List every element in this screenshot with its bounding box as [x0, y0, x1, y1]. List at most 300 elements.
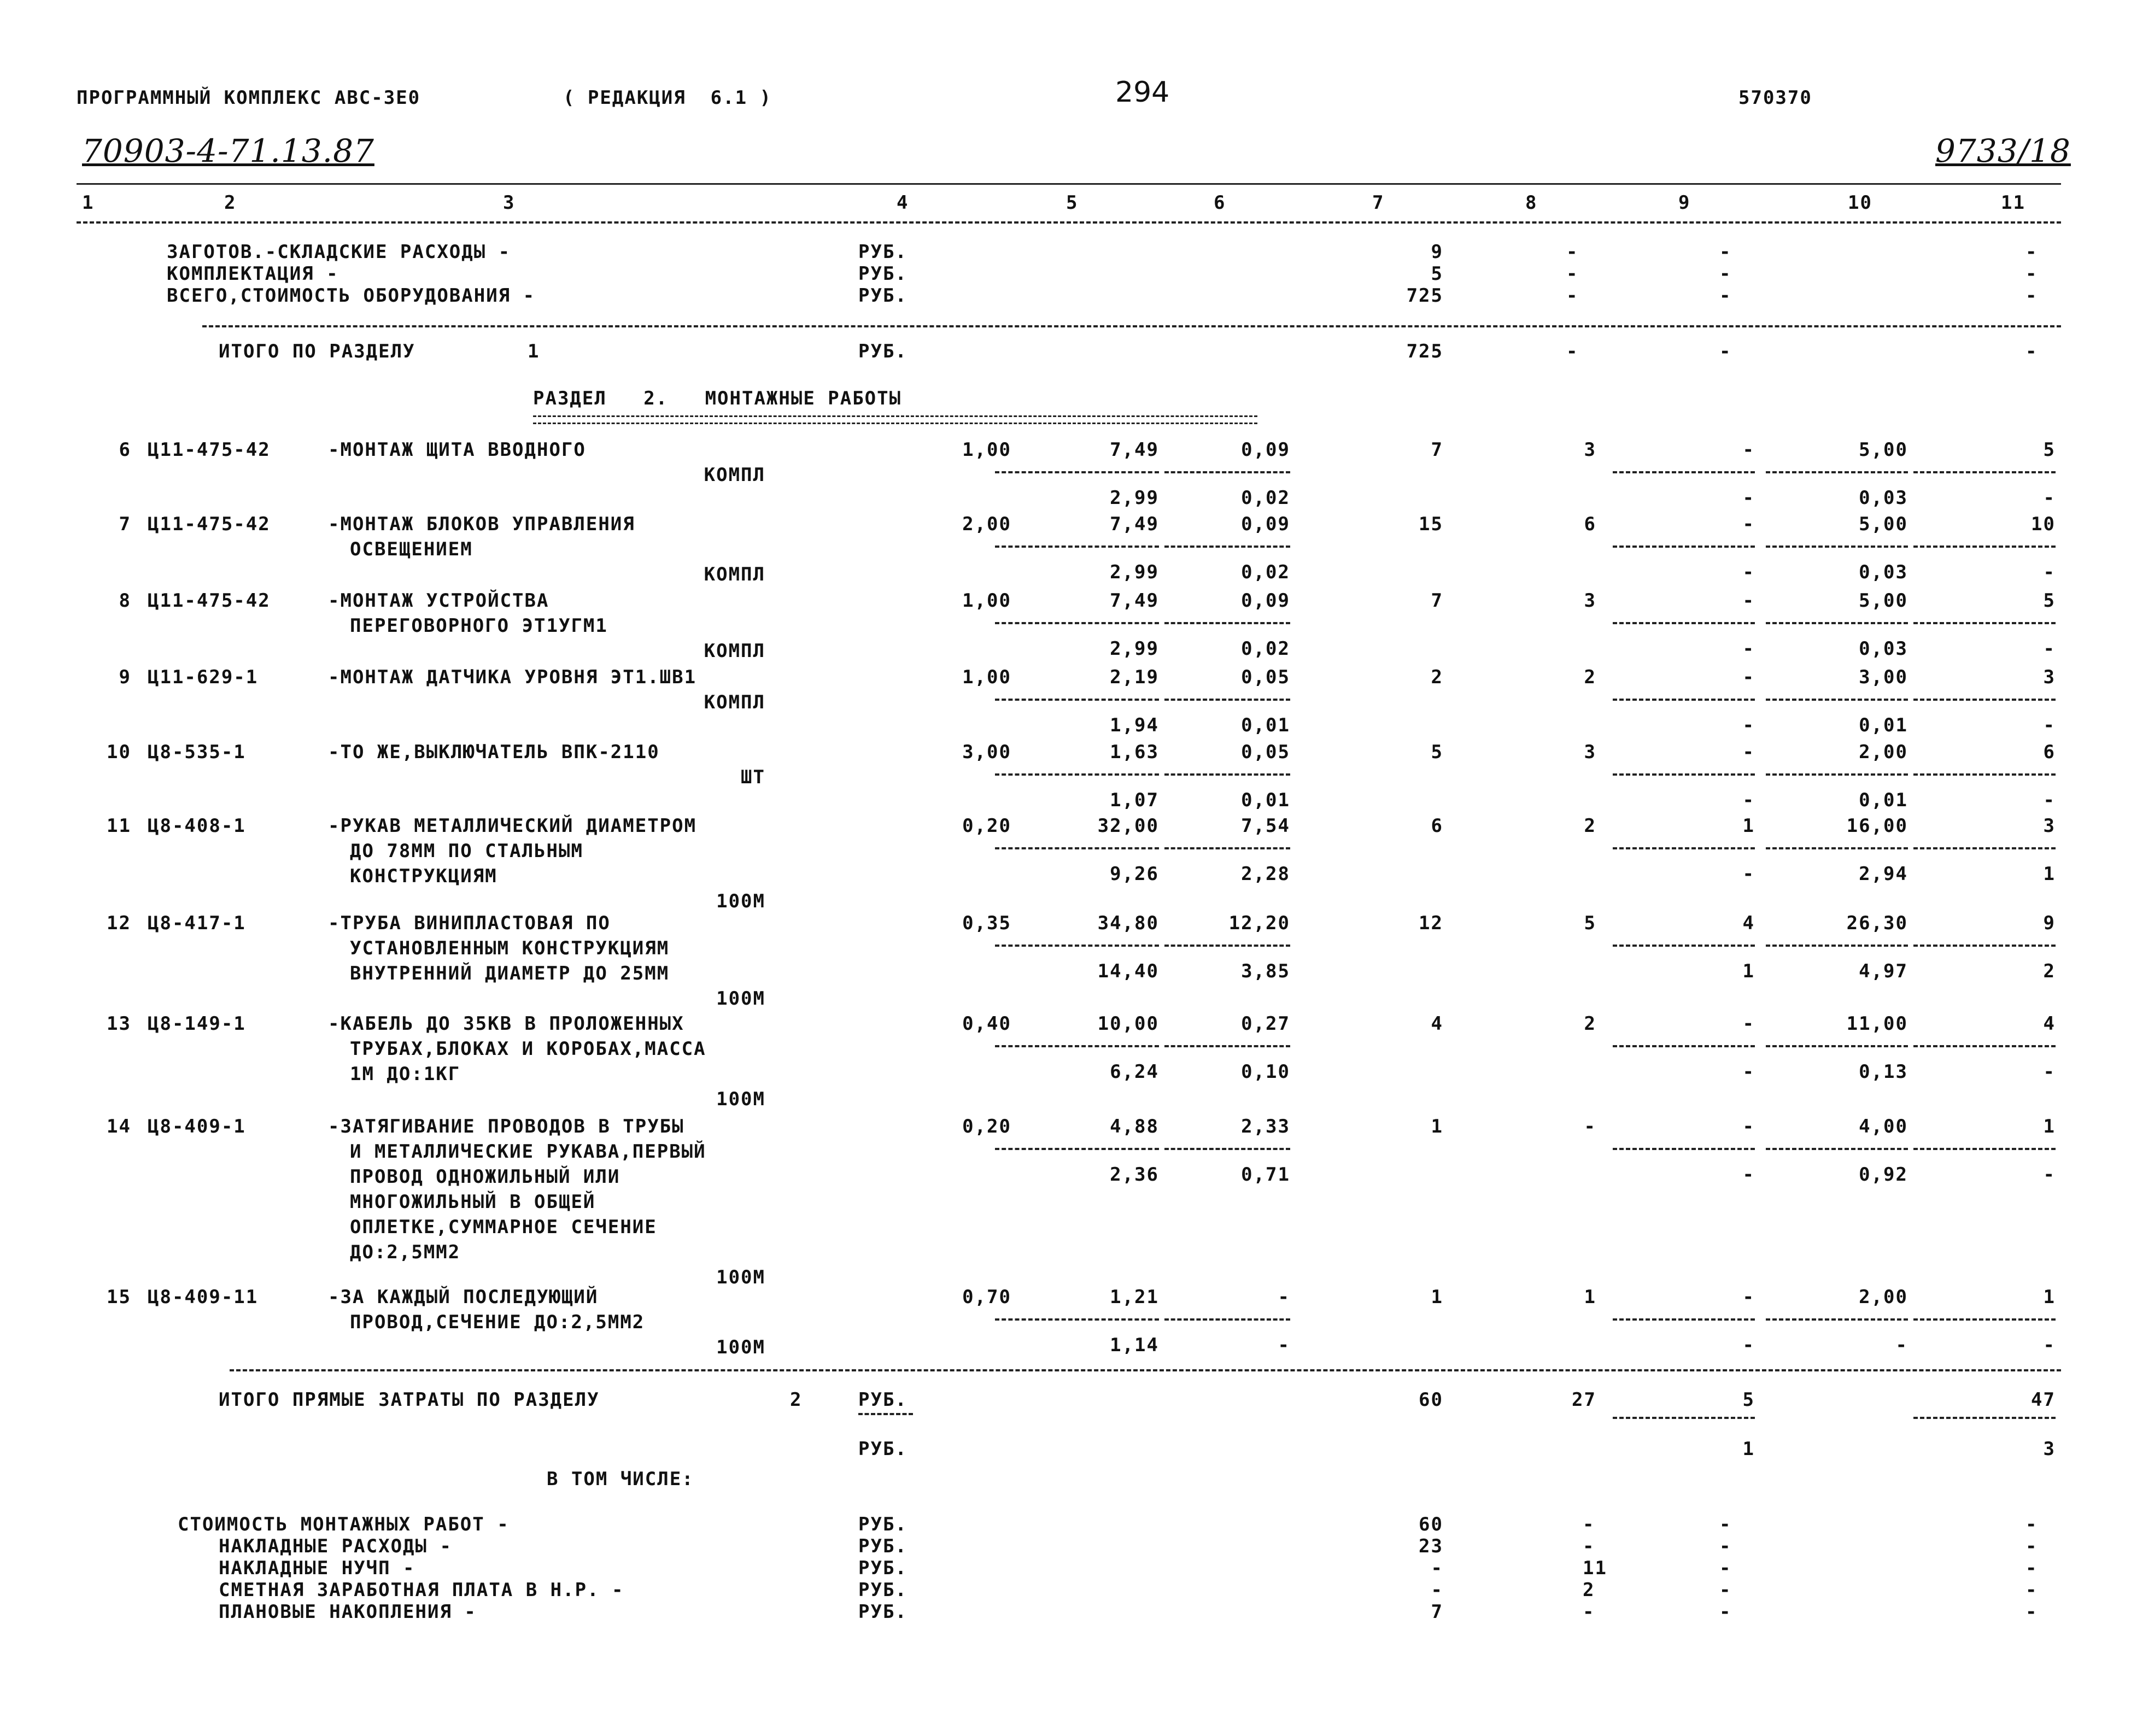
item-quantity: 0,40 [962, 1013, 1011, 1035]
sub-rule [1766, 945, 1908, 947]
sub-rule [1613, 1045, 1755, 1047]
col11-sub-value: 2 [2043, 960, 2056, 982]
col6-value: 7,54 [1241, 815, 1290, 837]
col10-sub-value: 0,01 [1859, 789, 1908, 811]
col5-sub-value: 6,24 [1110, 1061, 1159, 1083]
item-code: Ц8-409-1 [148, 1116, 246, 1137]
item-description: -РУКАВ МЕТАЛЛИЧЕСКИЙ ДИАМЕТРОМ [328, 815, 697, 837]
col11-value: - [2025, 341, 2038, 362]
item-description: -ЗАТЯГИВАНИЕ ПРОВОДОВ В ТРУБЫ [328, 1116, 684, 1137]
sub-rule [1913, 945, 2056, 947]
item-unit: 100М [716, 1266, 765, 1288]
col6-value: 0,09 [1241, 513, 1290, 535]
col6-sub-value: 0,02 [1241, 638, 1290, 660]
col9-value: - [1742, 1286, 1755, 1308]
document-code: 570370 [1738, 87, 1812, 109]
sub-rule [1766, 847, 1908, 849]
col8-value: 11 [1583, 1557, 1607, 1579]
col11-sub-value: 3 [2043, 1438, 2056, 1460]
col10-value: 4,00 [1859, 1116, 1908, 1137]
col6-sub-value: 0,71 [1241, 1164, 1290, 1186]
sub-rule [1164, 1045, 1290, 1047]
column-number-10: 10 [1848, 192, 1872, 214]
sub-rule [1613, 546, 1755, 548]
col5-value: 10,00 [1097, 1013, 1159, 1035]
col7-value: 725 [1406, 285, 1443, 307]
sub-rule [1613, 471, 1755, 473]
sub-rule [1913, 546, 2056, 548]
sub-rule [1613, 1148, 1755, 1150]
item-description: -МОНТАЖ УСТРОЙСТВА [328, 590, 549, 612]
sub-rule [1766, 699, 1908, 701]
col10-sub-value: 0,92 [1859, 1164, 1908, 1186]
subtotal-rule [202, 325, 2061, 327]
col6-value: 0,27 [1241, 1013, 1290, 1035]
col6-sub-value: 3,85 [1241, 960, 1290, 982]
sub-rule [995, 1045, 1159, 1047]
col10-sub-value: 4,97 [1859, 960, 1908, 982]
summary-row-name: ПЛАНОВЫЕ НАКОПЛЕНИЯ - [219, 1601, 477, 1623]
sub-rule [1913, 773, 2056, 776]
col10-sub-value: - [1895, 1334, 1908, 1356]
sub-rule [1164, 699, 1290, 701]
edition-label: ( РЕДАКЦИЯ 6.1 ) [563, 87, 772, 109]
item-number: 7 [119, 513, 131, 535]
total-rule [230, 1369, 2061, 1371]
col11-value: 10 [2031, 513, 2056, 535]
col11-value: 4 [2043, 1013, 2056, 1035]
col9-sub-value: - [1742, 561, 1755, 583]
col7-value: 12 [1419, 912, 1443, 934]
col11-value: - [2025, 285, 2038, 307]
column-number-8: 8 [1525, 192, 1538, 214]
col10-value: 5,00 [1859, 439, 1908, 461]
col9-sub-value: - [1742, 789, 1755, 811]
item-code: Ц8-408-1 [148, 815, 246, 837]
col7-value: 7 [1431, 439, 1443, 461]
item-description: ДО:2,5ММ2 [350, 1241, 461, 1263]
col9-sub-value: - [1742, 1061, 1755, 1083]
column-number-5: 5 [1066, 192, 1079, 214]
col11-value: 1 [2043, 1116, 2056, 1137]
col6-value: 12,20 [1228, 912, 1290, 934]
col9-value: - [1742, 439, 1755, 461]
sub-rule [1766, 622, 1908, 624]
col9-value: - [1719, 341, 1732, 362]
col8-value: - [1584, 1116, 1596, 1137]
sub-rule [1164, 546, 1290, 548]
item-number: 10 [107, 741, 131, 763]
item-number: 15 [107, 1286, 131, 1308]
unit-label: РУБ. [858, 241, 908, 263]
col11-value: - [2025, 1535, 2038, 1557]
col9-value: - [1719, 1601, 1732, 1623]
col9-sub-value: - [1742, 638, 1755, 660]
col8-value: 3 [1584, 439, 1596, 461]
sub-rule [1613, 1318, 1755, 1321]
sub-rule [995, 546, 1159, 548]
col7-value: 60 [1419, 1389, 1443, 1411]
sub-rule [1913, 1417, 2056, 1419]
col5-sub-value: 1,14 [1110, 1334, 1159, 1356]
column-number-6: 6 [1214, 192, 1226, 214]
item-quantity: 0,20 [962, 815, 1011, 837]
col8-value: 2 [1584, 815, 1596, 837]
item-unit: 100М [716, 988, 765, 1010]
col7-value: 7 [1431, 1601, 1443, 1623]
col5-value: 7,49 [1110, 513, 1159, 535]
column-number-rule [77, 221, 2061, 224]
item-description: ВНУТРЕННИЙ ДИАМЕТР ДО 25ММ [350, 963, 670, 984]
unit-rule [858, 1413, 913, 1415]
col10-value: 11,00 [1846, 1013, 1908, 1035]
handwritten-sheet-number: 9733/18 [1935, 132, 2071, 169]
item-description: ПРОВОД ОДНОЖИЛЬНЫЙ ИЛИ [350, 1166, 620, 1188]
item-description: И МЕТАЛЛИЧЕСКИЕ РУКАВА,ПЕРВЫЙ [350, 1141, 706, 1163]
col6-value: 0,09 [1241, 590, 1290, 612]
section-title-underline [533, 415, 1257, 424]
unit-label: РУБ. [858, 1579, 908, 1601]
col8-value: - [1583, 1601, 1595, 1623]
col9-value: - [1719, 263, 1732, 285]
sub-rule [1766, 546, 1908, 548]
col7-value: 2 [1431, 666, 1443, 688]
section2-total-label: ИТОГО ПРЯМЫЕ ЗАТРАТЫ ПО РАЗДЕЛУ [219, 1389, 600, 1411]
col11-value: 9 [2043, 912, 2056, 934]
col8-value: 3 [1584, 590, 1596, 612]
item-number: 13 [107, 1013, 131, 1035]
sub-rule [1164, 945, 1290, 947]
header-rule [77, 183, 2061, 185]
col5-value: 7,49 [1110, 590, 1159, 612]
item-quantity: 1,00 [962, 666, 1011, 688]
sub-rule [1913, 847, 2056, 849]
col5-value: 7,49 [1110, 439, 1159, 461]
column-number-4: 4 [897, 192, 909, 214]
col9-sub-value: - [1742, 1334, 1755, 1356]
col7-value: 6 [1431, 815, 1443, 837]
section1-number: 1 [528, 341, 540, 362]
column-number-9: 9 [1678, 192, 1691, 214]
summary-row-name: НАКЛАДНЫЕ РАСХОДЫ - [219, 1535, 452, 1557]
including-label: В ТОМ ЧИСЛЕ: [547, 1468, 694, 1490]
col6-value: 0,05 [1241, 666, 1290, 688]
col6-value: 0,05 [1241, 741, 1290, 763]
program-title: ПРОГРАММНЫЙ КОМПЛЕКС АВС-ЗЕ0 [77, 87, 421, 109]
sub-rule [995, 945, 1159, 947]
col9-value: - [1719, 241, 1732, 263]
col11-value: 5 [2043, 590, 2056, 612]
col5-sub-value: 1,94 [1110, 714, 1159, 736]
item-description: 1М ДО:1КГ [350, 1063, 461, 1085]
col9-sub-value: - [1742, 714, 1755, 736]
sub-rule [995, 1148, 1159, 1150]
item-description: -ЗА КАЖДЫЙ ПОСЛЕДУЮЩИЙ [328, 1286, 599, 1308]
unit-label: РУБ. [858, 1389, 908, 1411]
col5-sub-value: 2,99 [1110, 487, 1159, 509]
sub-rule [1766, 1318, 1908, 1321]
col7-value: 23 [1419, 1535, 1443, 1557]
item-unit: 100М [716, 1336, 765, 1358]
section-2-title: РАЗДЕЛ 2. МОНТАЖНЫЕ РАБОТЫ [533, 388, 902, 409]
col10-sub-value: 2,94 [1859, 863, 1908, 885]
page-number: 294 [1115, 76, 1170, 109]
col10-sub-value: 0,03 [1859, 561, 1908, 583]
col10-sub-value: 0,03 [1859, 487, 1908, 509]
item-code: Ц8-417-1 [148, 912, 246, 934]
col9-value: - [1742, 741, 1755, 763]
col11-value: - [2025, 263, 2038, 285]
col8-value: - [1566, 263, 1579, 285]
item-code: Ц8-409-11 [148, 1286, 259, 1308]
sub-rule [1613, 699, 1755, 701]
col6-sub-value: 2,28 [1241, 863, 1290, 885]
col7-value: 1 [1431, 1116, 1443, 1137]
item-unit: КОМПЛ [704, 464, 765, 486]
sub-rule [995, 471, 1159, 473]
item-number: 11 [107, 815, 131, 837]
item-code: Ц11-475-42 [148, 590, 271, 612]
sub-rule [1164, 847, 1290, 849]
item-unit: 100М [716, 1088, 765, 1110]
col10-value: 3,00 [1859, 666, 1908, 688]
col9-value: - [1742, 1116, 1755, 1137]
col8-value: 5 [1584, 912, 1596, 934]
col5-sub-value: 2,99 [1110, 638, 1159, 660]
sub-rule [1913, 622, 2056, 624]
col11-value: - [2025, 1601, 2038, 1623]
unit-label: РУБ. [858, 1601, 908, 1623]
sub-rule [1766, 1148, 1908, 1150]
col9-value: - [1719, 1514, 1732, 1535]
item-description: ДО 78ММ ПО СТАЛЬНЫМ [350, 840, 583, 862]
summary-row-name: СМЕТНАЯ ЗАРАБОТНАЯ ПЛАТА В Н.Р. - [219, 1579, 624, 1601]
item-description: КОНСТРУКЦИЯМ [350, 865, 497, 887]
item-code: Ц11-475-42 [148, 439, 271, 461]
col11-sub-value: - [2043, 1061, 2056, 1083]
col8-value: 1 [1584, 1286, 1596, 1308]
col6-sub-value: 0,01 [1241, 714, 1290, 736]
col8-value: - [1566, 285, 1579, 307]
item-description: -МОНТАЖ ДАТЧИКА УРОВНЯ ЭТ1.ШВ1 [328, 666, 697, 688]
col8-value: 3 [1584, 741, 1596, 763]
col11-value: 3 [2043, 815, 2056, 837]
sub-rule [1766, 471, 1908, 473]
col11-value: - [2025, 1514, 2038, 1535]
col9-sub-value: 1 [1742, 960, 1755, 982]
sub-rule [1913, 699, 2056, 701]
col5-sub-value: 9,26 [1110, 863, 1159, 885]
col7-value: 60 [1419, 1514, 1443, 1535]
col8-value: 6 [1584, 513, 1596, 535]
unit-label: РУБ. [858, 1535, 908, 1557]
col7-value: 4 [1431, 1013, 1443, 1035]
item-description: ПЕРЕГОВОРНОГО ЭТ1УГМ1 [350, 615, 608, 637]
sub-rule [1613, 622, 1755, 624]
item-description: -ТО ЖЕ,ВЫКЛЮЧАТЕЛЬ ВПК-2110 [328, 741, 660, 763]
col9-value: - [1742, 590, 1755, 612]
sub-rule [1913, 1148, 2056, 1150]
item-description: -ТРУБА ВИНИПЛАСТОВАЯ ПО [328, 912, 611, 934]
col11-value: 47 [2031, 1389, 2056, 1411]
col11-sub-value: - [2043, 1334, 2056, 1356]
sub-rule [995, 622, 1159, 624]
col6-sub-value: - [1278, 1334, 1290, 1356]
unit-label: РУБ. [858, 285, 908, 307]
col11-value: - [2025, 241, 2038, 263]
sub-rule [1164, 773, 1290, 776]
col8-value: - [1583, 1514, 1595, 1535]
summary-row-name: НАКЛАДНЫЕ НУЧП - [219, 1557, 415, 1579]
col9-value: 1 [1742, 815, 1755, 837]
handwritten-doc-number: 70903-4-71.13.87 [82, 132, 374, 169]
col11-sub-value: - [2043, 1164, 2056, 1186]
item-number: 6 [119, 439, 131, 461]
column-number-7: 7 [1372, 192, 1385, 214]
col9-sub-value: - [1742, 1164, 1755, 1186]
item-number: 8 [119, 590, 131, 612]
item-description: -КАБЕЛЬ ДО 35КВ В ПРОЛОЖЕННЫХ [328, 1013, 684, 1035]
col7-value: 7 [1431, 590, 1443, 612]
col11-sub-value: 1 [2043, 863, 2056, 885]
col11-value: - [2025, 1579, 2038, 1601]
col7-value: 9 [1431, 241, 1443, 263]
item-description: ОСВЕЩЕНИЕМ [350, 538, 473, 560]
col9-value: - [1719, 1535, 1732, 1557]
col6-sub-value: 0,02 [1241, 487, 1290, 509]
col11-value: 5 [2043, 439, 2056, 461]
item-quantity: 0,20 [962, 1116, 1011, 1137]
col10-value: 16,00 [1846, 815, 1908, 837]
sub-rule [1164, 1318, 1290, 1321]
equipment-row-name: КОМПЛЕКТАЦИЯ - [167, 263, 339, 285]
col5-value: 1,63 [1110, 741, 1159, 763]
col9-value: - [1719, 1579, 1732, 1601]
column-number-11: 11 [2001, 192, 2025, 214]
item-quantity: 0,35 [962, 912, 1011, 934]
col10-value: 5,00 [1859, 513, 1908, 535]
item-quantity: 1,00 [962, 439, 1011, 461]
item-number: 12 [107, 912, 131, 934]
sub-rule [1164, 471, 1290, 473]
col11-sub-value: - [2043, 789, 2056, 811]
item-quantity: 2,00 [962, 513, 1011, 535]
unit-label: РУБ. [858, 341, 908, 362]
sub-rule [1913, 471, 2056, 473]
unit-label: РУБ. [858, 263, 908, 285]
item-code: Ц8-535-1 [148, 741, 246, 763]
item-description: ТРУБАХ,БЛОКАХ И КОРОБАХ,МАССА [350, 1038, 706, 1060]
item-unit: КОМПЛ [704, 640, 765, 662]
unit-label: РУБ. [858, 1514, 908, 1535]
item-unit: КОМПЛ [704, 691, 765, 713]
col9-value: - [1719, 285, 1732, 307]
item-number: 9 [119, 666, 131, 688]
col7-value: 1 [1431, 1286, 1443, 1308]
col8-value: 2 [1584, 666, 1596, 688]
item-description: -МОНТАЖ ЩИТА ВВОДНОГО [328, 439, 586, 461]
item-number: 14 [107, 1116, 131, 1137]
col7-value: 5 [1431, 741, 1443, 763]
col10-sub-value: 0,13 [1859, 1061, 1908, 1083]
col5-sub-value: 1,07 [1110, 789, 1159, 811]
item-quantity: 3,00 [962, 741, 1011, 763]
col6-sub-value: 0,01 [1241, 789, 1290, 811]
col10-sub-value: 0,03 [1859, 638, 1908, 660]
sub-rule [995, 699, 1159, 701]
col5-sub-value: 14,40 [1097, 960, 1159, 982]
sub-rule [1613, 847, 1755, 849]
col9-sub-value: - [1742, 863, 1755, 885]
sub-rule [995, 773, 1159, 776]
col9-value: - [1742, 1013, 1755, 1035]
col9-sub-value: - [1742, 487, 1755, 509]
summary-row-name: СТОИМОСТЬ МОНТАЖНЫХ РАБОТ - [178, 1514, 510, 1535]
col5-value: 34,80 [1097, 912, 1159, 934]
col11-value: - [2025, 1557, 2038, 1579]
sub-rule [995, 847, 1159, 849]
sub-rule [1766, 1045, 1908, 1047]
item-code: Ц8-149-1 [148, 1013, 246, 1035]
column-number-1: 1 [82, 192, 95, 214]
col7-value: - [1431, 1557, 1443, 1579]
unit-label: РУБ. [858, 1557, 908, 1579]
section1-total-label: ИТОГО ПО РАЗДЕЛУ [219, 341, 415, 362]
col5-sub-value: 2,99 [1110, 561, 1159, 583]
col5-value: 1,21 [1110, 1286, 1159, 1308]
col7-value: 15 [1419, 513, 1443, 535]
col9-value: 4 [1742, 912, 1755, 934]
col7-value: - [1431, 1579, 1443, 1601]
col9-value: - [1719, 1557, 1732, 1579]
col6-value: 0,09 [1241, 439, 1290, 461]
col11-sub-value: - [2043, 638, 2056, 660]
col8-value: 27 [1572, 1389, 1596, 1411]
col5-value: 32,00 [1097, 815, 1159, 837]
item-description: ПРОВОД,СЕЧЕНИЕ ДО:2,5ММ2 [350, 1311, 645, 1333]
sub-rule [1766, 773, 1908, 776]
unit-label: РУБ. [858, 1438, 908, 1460]
item-quantity: 1,00 [962, 590, 1011, 612]
item-unit: 100М [716, 890, 765, 912]
col11-value: 6 [2043, 741, 2056, 763]
equipment-row-name: ВСЕГО,СТОИМОСТЬ ОБОРУДОВАНИЯ - [167, 285, 536, 307]
col6-sub-value: 0,10 [1241, 1061, 1290, 1083]
col10-value: 2,00 [1859, 1286, 1908, 1308]
item-unit: КОМПЛ [704, 564, 765, 585]
sub-rule [1913, 1318, 2056, 1321]
sub-rule [1613, 1417, 1755, 1419]
col10-value: 2,00 [1859, 741, 1908, 763]
col11-value: 1 [2043, 1286, 2056, 1308]
item-unit: ШТ [741, 766, 765, 788]
col5-sub-value: 2,36 [1110, 1164, 1159, 1186]
col11-sub-value: - [2043, 487, 2056, 509]
col8-value: - [1583, 1535, 1595, 1557]
item-description: -МОНТАЖ БЛОКОВ УПРАВЛЕНИЯ [328, 513, 635, 535]
sub-rule [1164, 1148, 1290, 1150]
sub-rule [995, 1318, 1159, 1321]
item-description: УСТАНОВЛЕННЫМ КОНСТРУКЦИЯМ [350, 937, 670, 959]
col5-value: 2,19 [1110, 666, 1159, 688]
col11-sub-value: - [2043, 714, 2056, 736]
col7-value: 5 [1431, 263, 1443, 285]
equipment-row-name: ЗАГОТОВ.-СКЛАДСКИЕ РАСХОДЫ - [167, 241, 511, 263]
col8-value: 2 [1584, 1013, 1596, 1035]
col10-value: 5,00 [1859, 590, 1908, 612]
col11-sub-value: - [2043, 561, 2056, 583]
col11-value: 3 [2043, 666, 2056, 688]
